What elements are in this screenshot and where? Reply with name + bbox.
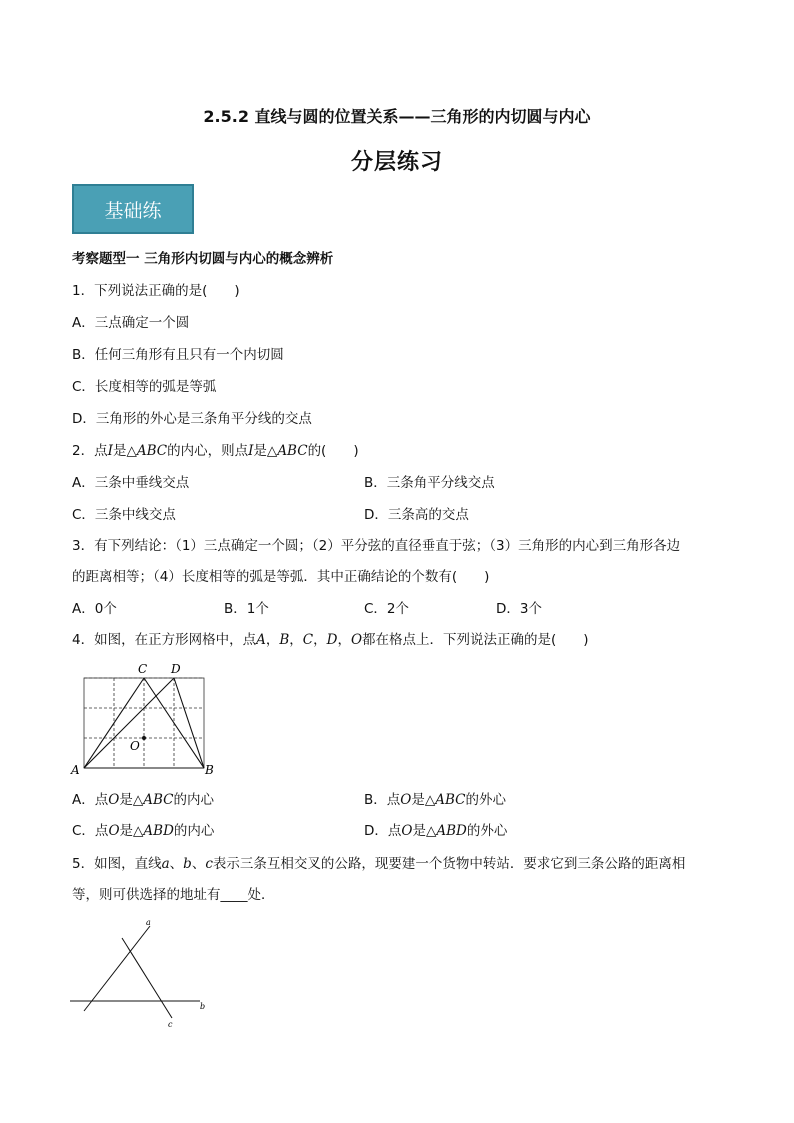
label-d: D bbox=[171, 662, 181, 676]
q1-option-b: B．任何三角形有且只有一个内切圆 bbox=[72, 347, 284, 363]
level-badge: 基础练 bbox=[72, 184, 194, 234]
label-road-b: b bbox=[200, 1002, 206, 1011]
three-roads-figure bbox=[66, 912, 216, 1032]
square-grid bbox=[84, 678, 204, 768]
q3-option-c: C．2个 bbox=[364, 601, 410, 617]
q3-option-d: D．3个 bbox=[496, 601, 542, 617]
label-road-a: a bbox=[146, 918, 151, 927]
point-o-dot bbox=[142, 736, 146, 740]
document-title: 2.5.2 直线与圆的位置关系——三角形的内切圆与内心 bbox=[203, 107, 591, 126]
label-b: B bbox=[205, 763, 214, 777]
q2-option-c: C．三条中线交点 bbox=[72, 507, 176, 523]
document-subtitle: 分层练习 bbox=[350, 150, 443, 175]
q3-stem-line1: 3．有下列结论：（1）三点确定一个圆；（2）平分弦的直径垂直于弦；（3）三角形的内心到三角形各边 bbox=[72, 538, 681, 554]
label-c: C bbox=[138, 662, 148, 676]
section-heading: 考察题型一 三角形内切圆与内心的概念辨析 bbox=[72, 251, 334, 267]
q4-option-d: D．点O是△ABD的外心 bbox=[364, 823, 508, 839]
grid-triangle-figure bbox=[70, 658, 220, 778]
q1-option-c: C．长度相等的弧是等弧 bbox=[72, 379, 217, 395]
q2-option-d: D．三条高的交点 bbox=[364, 507, 469, 523]
q2-option-a: A．三条中垂线交点 bbox=[72, 475, 190, 491]
road-lines bbox=[70, 926, 200, 1018]
label-o: O bbox=[130, 739, 140, 753]
q1-option-d: D．三角形的外心是三条角平分线的交点 bbox=[72, 411, 312, 427]
q4-option-b: B．点O是△ABC的外心 bbox=[364, 792, 506, 808]
q2-stem: 2．点I是△ABC的内心，则点I是△ABC的( ) bbox=[72, 443, 359, 459]
q3-stem-line2: 的距离相等；（4）长度相等的弧是等弧．其中正确结论的个数有( ) bbox=[72, 569, 490, 585]
q5-stem-line2: 等，则可供选择的地址有____处． bbox=[72, 887, 275, 903]
q2-option-b: B．三条角平分线交点 bbox=[364, 475, 495, 491]
q3-option-b: B．1个 bbox=[224, 601, 269, 617]
q5-stem-line1: 5．如图，直线a、b、c表示三条互相交叉的公路，现要建一个货物中转站．要求它到三条公路的距离相 bbox=[72, 856, 686, 872]
q4-stem: 4．如图，在正方形网格中，点A，B，C，D，O都在格点上．下列说法正确的是( ) bbox=[72, 632, 589, 648]
q3-option-a: A．0个 bbox=[72, 601, 117, 617]
q4-option-c: C．点O是△ABD的内心 bbox=[72, 823, 215, 839]
q1-stem: 1．下列说法正确的是( ) bbox=[72, 283, 240, 299]
q4-option-a: A．点O是△ABC的内心 bbox=[72, 792, 214, 808]
label-a: A bbox=[71, 763, 80, 777]
label-road-c: c bbox=[168, 1020, 173, 1029]
q1-option-a: A．三点确定一个圆 bbox=[72, 315, 190, 331]
